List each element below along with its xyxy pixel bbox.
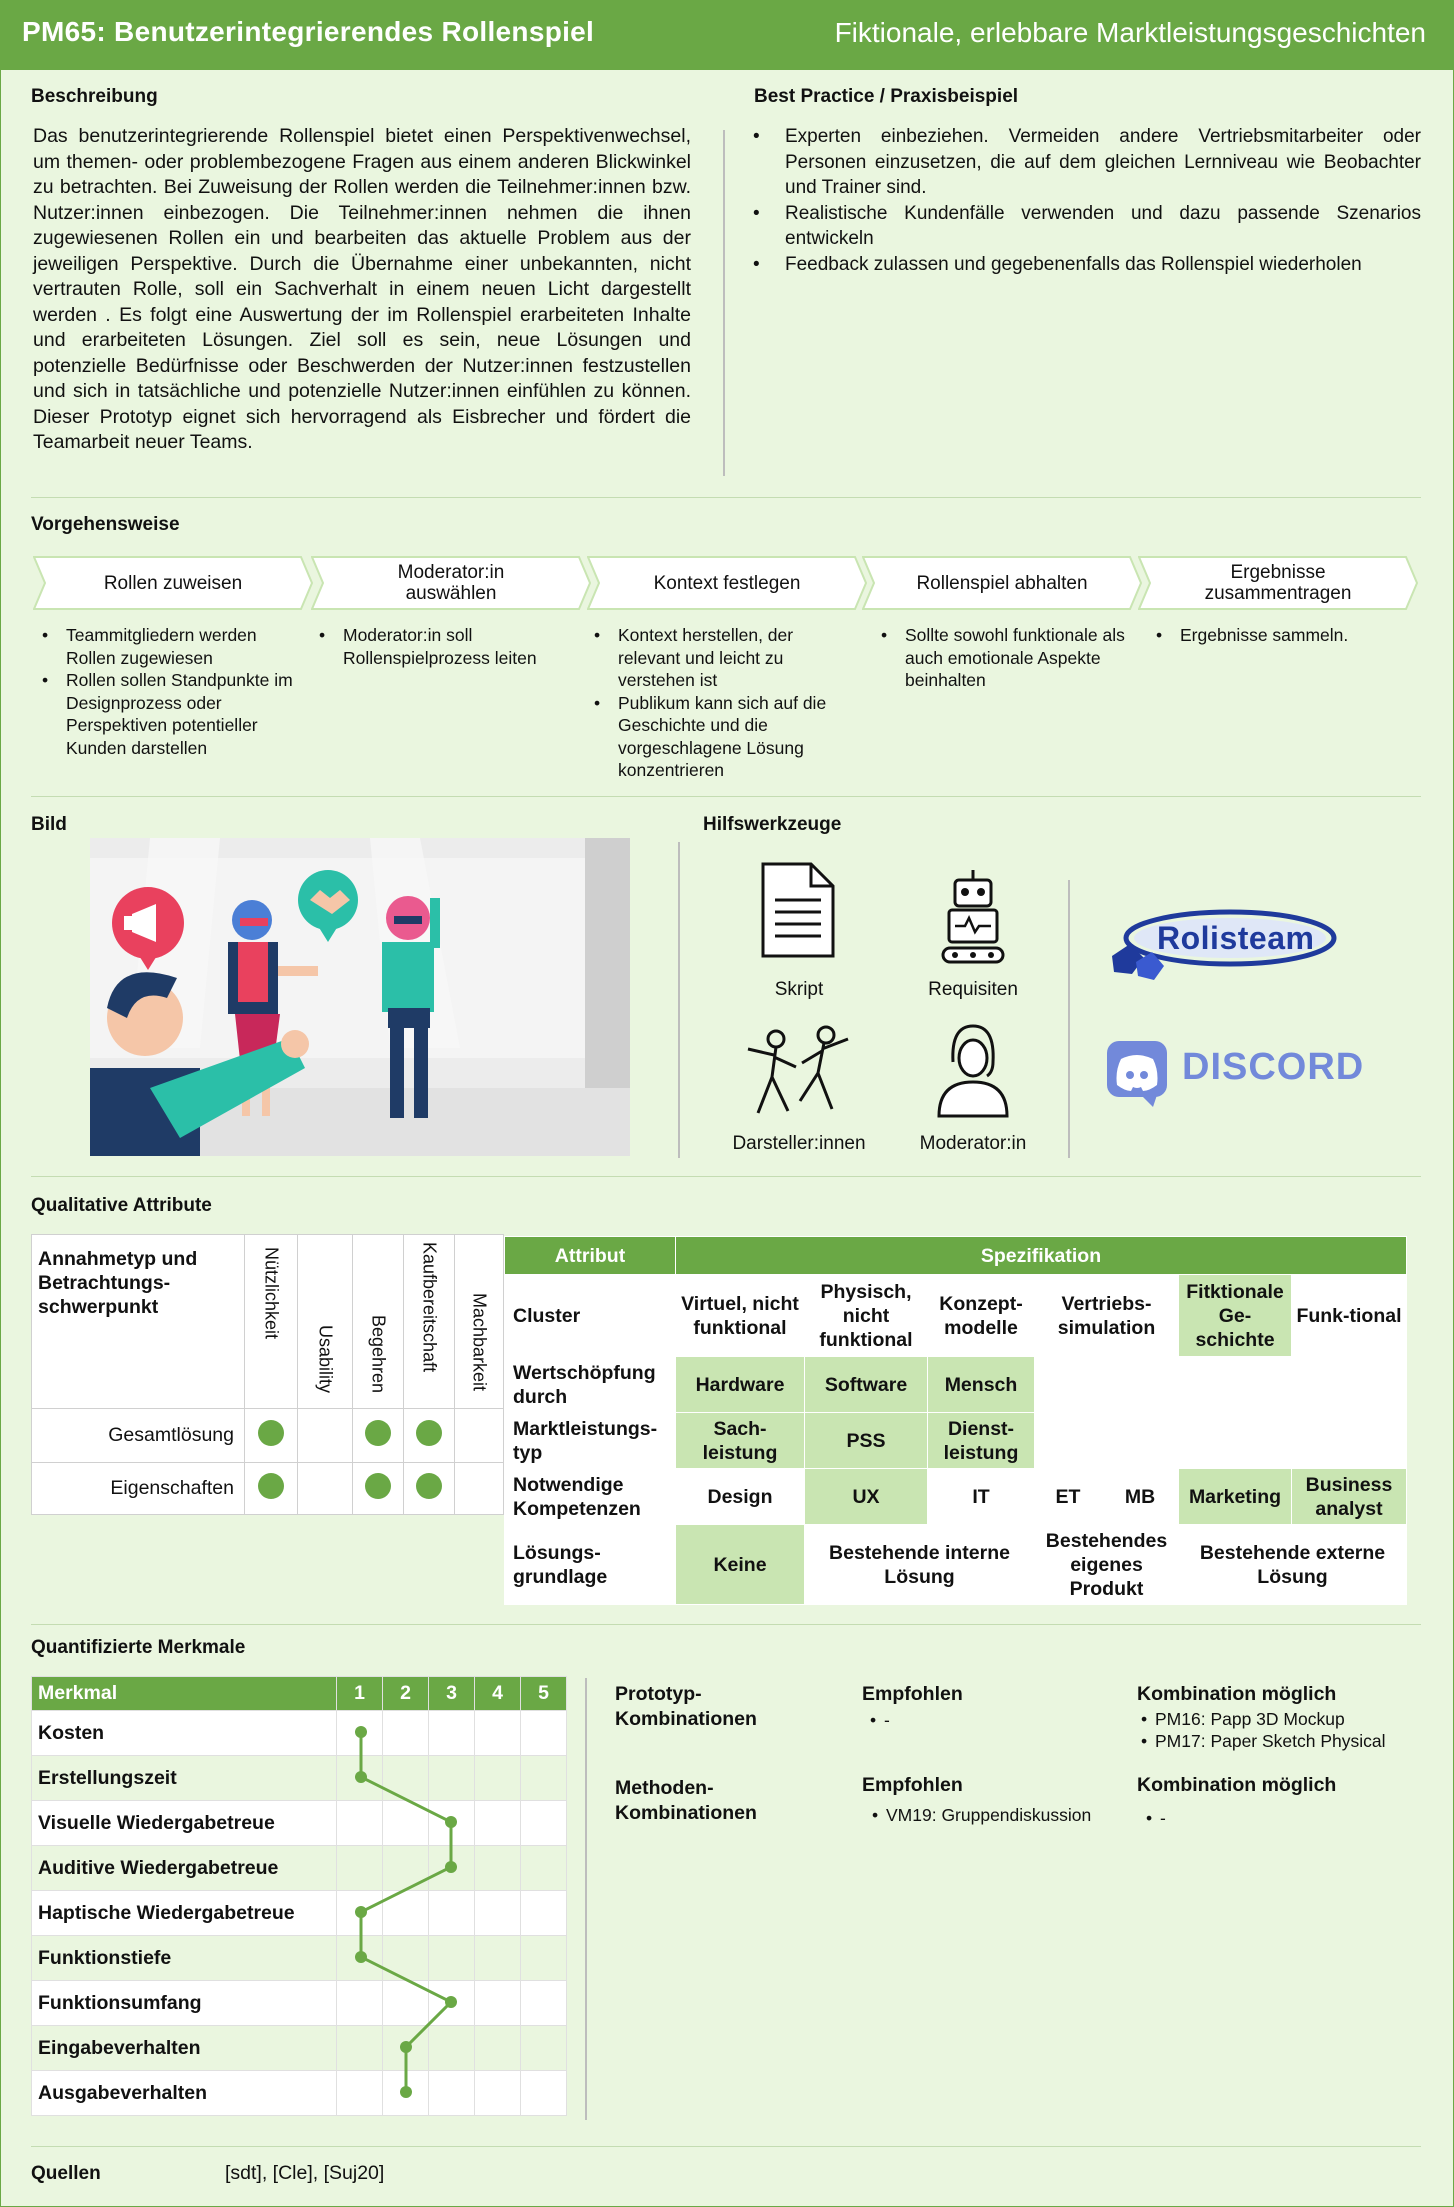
table-cell: IT [928,1469,1035,1525]
methoden-kombination-title: Kombination möglich [1137,1774,1337,1796]
tool-label-moderator: Moderator:in [919,1133,1027,1154]
table-cell-highlighted: Fitktionale Ge-schichte [1179,1275,1292,1357]
column-header-spezifikation: Spezifikation [676,1237,1407,1275]
column-header: Usability [298,1235,353,1409]
data-point-1 [355,1726,367,1738]
table-cell-highlighted: PSS [805,1413,928,1469]
table-cell-highlighted: Dienst-leistung [928,1413,1035,1469]
table-row [505,1357,1407,1413]
list-item: • Feedback zulassen und gegebenenfalls das Rollenspiel wiederholen [753,252,1421,278]
list-item: • Publikum kann sich auf die Geschichte und die vorgeschlagene Lösung konzentrieren [588,692,848,782]
list-item: • Ergebnisse sammeln. [1150,624,1410,647]
series-line [361,1732,451,2092]
table-cell-highlighted: Keine [676,1525,805,1605]
table-cell [1179,1357,1292,1413]
mark-cell [353,1463,404,1515]
table-cell-highlighted: Hardware [676,1357,805,1413]
list-item: • Experten einbeziehen. Vermeiden andere Vertriebsmitarbeiter oder Personen einzusetzen, die auf dem gleichen Lernniveau wie Beobachter und Trainer sind. [753,124,1421,201]
row-label: Kosten [32,1711,337,1756]
discord-logo-text: DISCORD [1182,1046,1365,1088]
row-label: Cluster [505,1275,676,1357]
table-cell: Bestehende externe Lösung [1179,1525,1407,1605]
row-label: Erstellungszeit [32,1756,337,1801]
step-label: Ergebnisse zusammentragen [1204,562,1352,604]
table-row [505,1275,1407,1357]
table-row [505,1525,1407,1605]
mark-cell [353,1409,404,1463]
beschreibung-text: Das benutzerintegrierende Rollenspiel bietet einen Perspektivenwechsel, um themen- oder problembezogene Fragen aus einem anderen Blickwinkel zu betrachten. Bei Zuweisung der Rollen werden die Teilnehmer:innen bzw. Nutzer:innen einbezogen. Die Teilnehmer:innen nehmen die ihnen zugewiesenen Rollen ein und bearbeiten das aktuelle Problem aus der jeweiligen Perspektive. Durch die Übernahme einer unbekannten, nicht vertrauten Rolle, soll ein Sachverhalt in einem neuen Licht dargestellt werden . Es folgt eine Auswertung der im Rollenspiel erarbeiteten Inhalte und erarbeiteten Lösungen. Ziel soll es sein, neue Lösungen und potenzielle Bedürfnisse oder Beschwerden der Nutzer:innen festzustellen und sich in tatsächliche und potenzielle Nutzer:innen einfühlen zu können. Dieser Prototyp eignet sich hervorragend als Eisbrecher und fördert die Teamarbeit neuer Teams. [33,125,691,453]
filled-dot-icon [365,1420,391,1446]
row-label: Eigenschaften [32,1463,245,1515]
step-label: Rollenspiel abhalten [916,572,1088,594]
divider [1068,880,1070,1158]
mark-cell [455,1463,504,1515]
row-label: Marktleistungs-typ [505,1413,676,1469]
tool-label-skript: Skript [774,979,824,1000]
divider [31,497,1421,498]
table-cell: Funk-tional [1292,1275,1407,1357]
column-header: Begehren [353,1235,404,1409]
table-row [505,1413,1407,1469]
filled-dot-icon [416,1420,442,1446]
step-label: Kontext festlegen [653,572,801,594]
divider [31,1624,1421,1625]
section-title-vorgehensweise: Vorgehensweise [31,514,180,535]
row-label: Haptische Wiedergabetreue [32,1891,337,1936]
data-point-2 [355,1771,367,1783]
data-point-5 [355,1906,367,1918]
discord-logo[interactable] [1107,1041,1167,1107]
prototyp-kombination-title: Kombination möglich [1137,1683,1337,1705]
section-title-best-practice: Best Practice / Praxisbeispiel [754,86,1019,107]
table-cell: Virtuel, nicht funktional [676,1275,805,1357]
specification-table [504,1236,1407,1605]
table-cell-highlighted: Business analyst [1292,1469,1407,1525]
table-cell-highlighted: Software [805,1357,928,1413]
quellen-label: Quellen [31,2163,101,2184]
illustration-roleplay [90,838,630,1156]
divider [723,130,725,476]
table-cell-highlighted: Sach-leistung [676,1413,805,1469]
table-cell: Physisch, nicht funktional [805,1275,928,1357]
row-label: Eingabeverhalten [32,2026,337,2071]
rolisteam-logo[interactable] [1102,900,1337,990]
list-item: • - [1138,1807,1338,1829]
list-item: • Teammitgliedern werden Rollen zugewiesen [36,624,296,669]
table-cell-highlighted: UX [805,1469,928,1525]
list-item: • PM17: Paper Sketch Physical [1133,1730,1433,1752]
column-header-scale: 2 [383,1677,429,1711]
list-item: • Realistische Kundenfälle verwenden und dazu passende Szenarios entwickeln [753,201,1421,252]
step-5-bullets [1150,624,1410,647]
section-title-qualitative: Qualitative Attribute [31,1195,212,1216]
table-cell [1102,1357,1179,1413]
filled-dot-icon [416,1473,442,1499]
row-label: Visuelle Wiedergabetreue [32,1801,337,1846]
table-cell: MB [1102,1469,1179,1525]
data-point-6 [355,1951,367,1963]
column-header-scale: 1 [337,1677,383,1711]
page-title: PM65: Benutzerintegrierendes Rollenspiel [22,16,595,47]
filled-dot-icon [258,1420,284,1446]
prototyp-kombinationen-label: Prototyp-Kombinationen [615,1683,757,1730]
process-step-2 [311,556,591,610]
section-title-quantifiziert: Quantifizierte Merkmale [31,1637,246,1658]
column-header: Machbarkeit [455,1235,504,1409]
prototyp-empfohlen-title: Empfohlen [862,1683,963,1705]
list-item: • PM16: Papp 3D Mockup [1133,1708,1433,1730]
column-header-attribut: Attribut [505,1237,676,1275]
mark-cell [245,1463,298,1515]
row-label: Lösungs-grundlage [505,1525,676,1605]
column-header-merkmal: Merkmal [32,1677,337,1711]
document-icon [759,860,839,960]
data-point-4 [445,1861,457,1873]
section-title-beschreibung: Beschreibung [31,86,158,107]
list-item: • VM19: Gruppendiskussion [864,1804,1124,1826]
methoden-kombinationen-label: Methoden-Kombinationen [615,1777,757,1824]
table-cell-highlighted: Marketing [1179,1469,1292,1525]
divider [678,842,680,1158]
table-cell [1035,1357,1102,1413]
column-header-scale: 5 [521,1677,567,1711]
list-item: • Kontext herstellen, der relevant und leicht zu verstehen ist [588,624,848,692]
row-label: Gesamtlösung [32,1409,245,1463]
divider [585,1678,587,2120]
table-cell [1179,1413,1292,1469]
row-label: Notwendige Kompetenzen [505,1469,676,1525]
process-step-4 [862,556,1142,610]
list-item: • Rollen sollen Standpunkte im Designprozess oder Perspektiven potentieller Kunden darstellen [36,669,296,759]
table-row [32,1409,504,1463]
methoden-empfohlen-title: Empfohlen [862,1774,963,1796]
row-label: Funktionstiefe [32,1936,337,1981]
person-icon [933,1022,1013,1118]
mark-cell [455,1409,504,1463]
list-item: • Sollte sowohl funktionale als auch emotionale Aspekte beinhalten [875,624,1125,692]
row-label: Ausgabeverhalten [32,2071,337,2116]
quellen-text: [sdt], [Cle], [Suj20] [225,2162,385,2184]
step-4-bullets [875,624,1125,692]
mark-cell [404,1409,455,1463]
table-header: Annahmetyp und Betrachtungs-schwerpunkt [32,1235,245,1409]
tool-label-requisiten: Requisiten [928,979,1018,1000]
tool-label-darsteller: Darsteller:innen [732,1133,866,1154]
methoden-kombination-list [1138,1807,1338,1829]
methoden-empfohlen-list [864,1804,1124,1826]
table-cell [1035,1413,1102,1469]
data-point-7 [445,1996,457,2008]
table-cell: Design [676,1469,805,1525]
page-header [0,0,1454,70]
divider [31,796,1421,797]
row-label: Auditive Wiedergabetreue [32,1846,337,1891]
step-label: Moderator:in auswählen [397,562,505,604]
process-step-5 [1138,556,1418,610]
table-cell [1292,1357,1407,1413]
quantified-line-chart [31,1676,561,2126]
table-cell: Konzept-modelle [928,1275,1035,1357]
row-label: Funktionsumfang [32,1981,337,2026]
step-label: Rollen zuweisen [103,572,243,594]
step-1-bullets [36,624,296,759]
column-header-scale: 3 [429,1677,475,1711]
table-cell: Bestehende interne Lösung [805,1525,1035,1605]
divider [31,1176,1421,1177]
step-3-bullets [588,624,848,782]
section-title-hilfswerkzeuge: Hilfswerkzeuge [703,814,842,835]
data-point-8 [400,2041,412,2053]
section-title-bild: Bild [31,814,67,835]
filled-dot-icon [258,1473,284,1499]
data-point-9 [400,2086,412,2098]
process-step-3 [587,556,867,610]
step-2-bullets [313,624,573,669]
table-cell-highlighted: Mensch [928,1357,1035,1413]
data-point-3 [445,1816,457,1828]
table-cell: ET [1035,1469,1102,1525]
best-practice-list [753,124,1421,277]
table-cell: Bestehendes eigenes Produkt [1035,1525,1179,1605]
robot-icon [933,868,1013,968]
prototyp-kombination-list [1133,1708,1433,1752]
prototyp-empfohlen-list [862,1709,1102,1731]
row-label: Wertschöpfung durch [505,1357,676,1413]
mark-cell [245,1409,298,1463]
rolisteam-logo-text: Rolisteam [1157,920,1315,956]
table-row [32,1463,504,1515]
divider [31,2146,1421,2147]
table-row [505,1469,1407,1525]
column-header: Kaufbereitschaft [404,1235,455,1409]
table-cell [1102,1413,1179,1469]
list-item: • - [862,1709,1102,1731]
filled-dot-icon [365,1473,391,1499]
column-header-scale: 4 [475,1677,521,1711]
process-step-1 [33,556,313,610]
qualitative-attribute-table [31,1234,504,1515]
mark-cell [298,1409,353,1463]
dancers-icon [742,1025,858,1117]
mark-cell [298,1463,353,1515]
list-item: • Moderator:in soll Rollenspielprozess leiten [313,624,573,669]
table-cell [1292,1413,1407,1469]
mark-cell [404,1463,455,1515]
page-subtitle: Fiktionale, erlebbare Marktleistungsgeschichten [834,17,1426,48]
column-header: Nützlichkeit [245,1235,298,1409]
table-cell: Vertriebs-simulation [1035,1275,1179,1357]
